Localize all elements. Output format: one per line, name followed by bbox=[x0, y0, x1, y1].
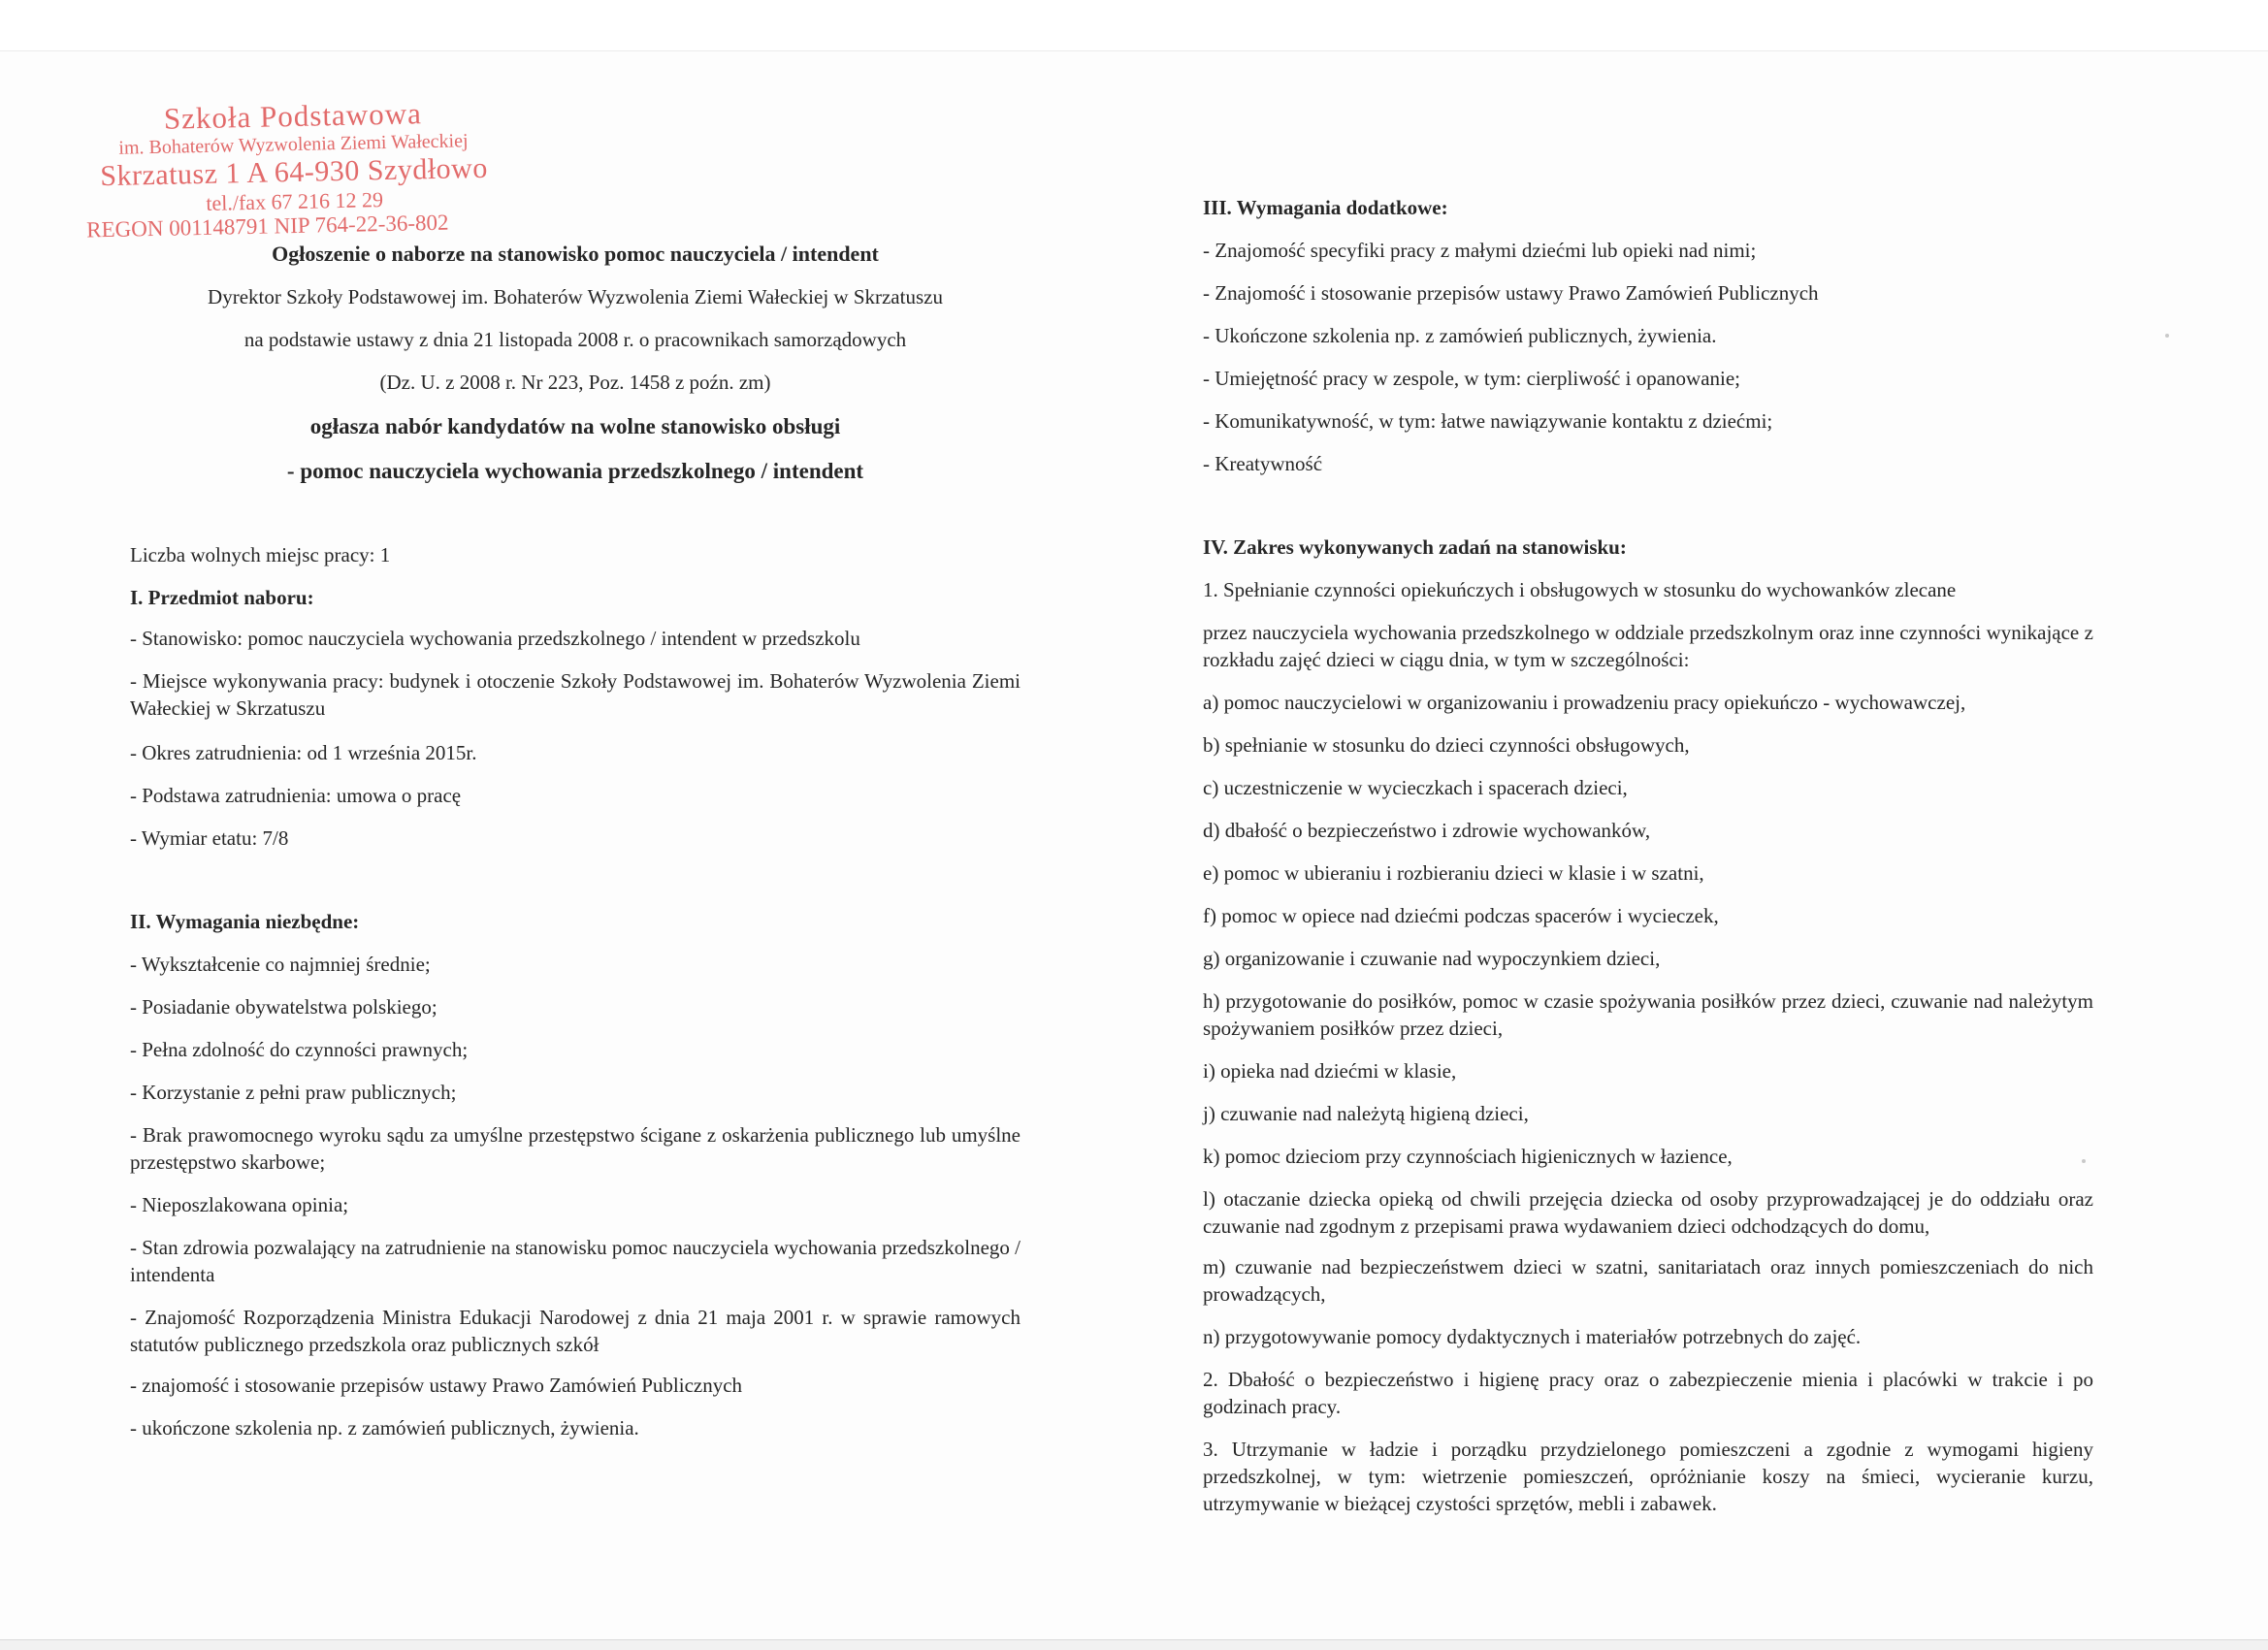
list-item: - Wymiar etatu: 7/8 bbox=[130, 826, 289, 850]
list-item: - Znajomość i stosowanie przepisów ustawy Prawo Zamówień Publicznych bbox=[1203, 281, 1819, 305]
list-item: - Brak prawomocnego wyroku sądu za umyślne przestępstwo ścigane z oskarżenia publicznego lub umyślne przestępstwo skarbowe; bbox=[130, 1123, 1021, 1174]
section-heading: IV. Zakres wykonywanych zadań na stanowisku: bbox=[1203, 535, 1627, 559]
task-item: a) pomoc nauczycielowi w organizowaniu i prowadzeniu pracy opiekuńczo - wychowawczej, bbox=[1203, 691, 1966, 714]
task-item: f) pomoc w opiece nad dziećmi podczas spacerów i wycieczek, bbox=[1203, 904, 1719, 927]
task-item: k) pomoc dzieciom przy czynnościach higienicznych w łazience, bbox=[1203, 1145, 1733, 1168]
announcement-line: - pomoc nauczyciela wychowania przedszkolnego / intendent bbox=[286, 459, 864, 483]
stamp-line: tel./fax 67 216 12 29 bbox=[206, 187, 384, 216]
school-stamp bbox=[84, 95, 504, 244]
header-line: Dyrektor Szkoły Podstawowej im. Bohaterów Wyzwolenia Ziemi Wałeckiej w Skrzatuszu bbox=[208, 285, 943, 308]
stamp-line: im. Bohaterów Wyzwolenia Ziemi Wałeckiej bbox=[118, 129, 469, 159]
task-item: i) opieka nad dziećmi w klasie, bbox=[1203, 1059, 1457, 1083]
announcement-line: ogłasza nabór kandydatów na wolne stanowisko obsługi bbox=[309, 414, 841, 438]
list-item: - Nieposzlakowana opinia; bbox=[130, 1193, 349, 1216]
list-item: - ukończone szkolenia np. z zamówień publicznych, żywienia. bbox=[130, 1416, 639, 1440]
list-item: - Podstawa zatrudnienia: umowa o pracę bbox=[130, 784, 462, 807]
section-heading: II. Wymagania niezbędne: bbox=[130, 910, 360, 933]
task-item: j) czuwanie nad należytą higieną dzieci, bbox=[1203, 1102, 1529, 1125]
task-item: e) pomoc w ubieraniu i rozbieraniu dzieci w klasie i w szatni, bbox=[1203, 861, 1704, 885]
list-item: - Komunikatywność, w tym: łatwe nawiązywanie kontaktu z dziećmi; bbox=[1203, 409, 1773, 433]
task-item: n) przygotowywanie pomocy dydaktycznych i materiałów potrzebnych do zajęć. bbox=[1203, 1325, 1862, 1348]
task-item: d) dbałość o bezpieczeństwo i zdrowie wychowanków, bbox=[1203, 819, 1651, 842]
section-heading: I. Przedmiot naboru: bbox=[130, 586, 314, 609]
task-item: l) otaczanie dziecka opieką od chwili przejęcia dziecka od osoby przyprowadzającej je do oddziału oraz czuwanie nad zgodnym z przepisami prawa wydawaniem dzieci odchodzących do domu, bbox=[1203, 1187, 2093, 1238]
task-item: m) czuwanie nad bezpieczeństwem dzieci w szatni, sanitariatach oraz innych pomieszczeniach do nich prowadzących, bbox=[1203, 1255, 2093, 1306]
list-item: - Stan zdrowia pozwalający na zatrudnienie na stanowisku pomoc nauczyciela wychowania przedszkolnego / intendenta bbox=[130, 1236, 1021, 1286]
task-item: h) przygotowanie do posiłków, pomoc w czasie spożywania posiłków przez dzieci, czuwanie nad należytym spożywaniem posiłków przez dzieci, bbox=[1203, 989, 2093, 1040]
list-item: - Okres zatrudnienia: od 1 września 2015r. bbox=[130, 741, 477, 764]
task-item: b) spełnianie w stosunku do dzieci czynności obsługowych, bbox=[1203, 733, 1690, 757]
document-title: Ogłoszenie o naborze na stanowisko pomoc nauczyciela / intendent bbox=[272, 242, 879, 266]
scan-top-edge bbox=[0, 0, 2268, 51]
list-item: - Posiadanie obywatelstwa polskiego; bbox=[130, 995, 437, 1019]
list-item: - Ukończone szkolenia np. z zamówień publicznych, żywienia. bbox=[1203, 324, 1717, 347]
task-intro: przez nauczyciela wychowania przedszkolnego w oddziale przedszkolnym oraz inne czynności wynikające z rozkładu zajęć dzieci w ciągu dnia, w tym w szczególności: bbox=[1203, 621, 2093, 671]
task-point: 3. Utrzymanie w ładzie i porządku przydzielonego pomieszczeni a zgodnie z wymogami higieny przedszkolnej, w tym: wietrzenie pomieszczeń, opróżnianie koszy na śmieci, wycieranie kurzu, utrzymywanie w bieżącej czystości sprzętów, mebli i zabawek. bbox=[1203, 1438, 2093, 1515]
header-line: (Dz. U. z 2008 r. Nr 223, Poz. 1458 z poźn. zm) bbox=[379, 371, 771, 394]
list-item: - Kreatywność bbox=[1203, 452, 1323, 475]
list-item: - Wykształcenie co najmniej średnie; bbox=[130, 953, 431, 976]
task-item: c) uczestniczenie w wycieczkach i spacerach dzieci, bbox=[1203, 776, 1628, 799]
list-item: - Znajomość specyfiki pracy z małymi dziećmi lub opieki nad nimi; bbox=[1203, 239, 1757, 262]
list-item: - Umiejętność pracy w zespole, w tym: cierpliwość i opanowanie; bbox=[1203, 367, 1740, 390]
task-item: g) organizowanie i czuwanie nad wypoczynkiem dzieci, bbox=[1203, 947, 1661, 970]
list-item: - Pełna zdolność do czynności prawnych; bbox=[130, 1038, 469, 1061]
stamp-line: REGON 001148791 NIP 764-22-36-802 bbox=[86, 210, 449, 243]
section-heading: III. Wymagania dodatkowe: bbox=[1203, 196, 1448, 219]
stamp-line: Skrzatusz 1 A 64-930 Szydłowo bbox=[100, 151, 489, 192]
header-line: na podstawie ustawy z dnia 21 listopada 2008 r. o pracownikach samorządowych bbox=[243, 328, 907, 351]
list-item: - Stanowisko: pomoc nauczyciela wychowania przedszkolnego / intendent w przedszkolu bbox=[130, 627, 860, 650]
task-point: 2. Dbałość o bezpieczeństwo i higienę pracy oraz o zabezpieczenie mienia i placówki w trakcie i po godzinach pracy. bbox=[1203, 1368, 2093, 1418]
vacancies-count: Liczba wolnych miejsc pracy: 1 bbox=[130, 543, 391, 566]
scan-speck bbox=[2165, 334, 2169, 338]
scan-bottom-edge bbox=[0, 1639, 2268, 1650]
stamp-line: Szkoła Podstawowa bbox=[163, 96, 423, 136]
list-item: - Miejsce wykonywania pracy: budynek i otoczenie Szkoły Podstawowej im. Bohaterów Wyzwolenia Ziemi Wałeckiej w Skrzatuszu bbox=[130, 669, 1021, 720]
list-item: - Korzystanie z pełni praw publicznych; bbox=[130, 1081, 457, 1104]
task-intro: 1. Spełnianie czynności opiekuńczych i obsługowych w stosunku do wychowanków zlecane bbox=[1203, 578, 1957, 601]
list-item: - znajomość i stosowanie przepisów ustawy Prawo Zamówień Publicznych bbox=[130, 1374, 743, 1397]
list-item: - Znajomość Rozporządzenia Ministra Edukacji Narodowej z dnia 21 maja 2001 r. w sprawie ramowych statutów publicznego przedszkola oraz publicznych szkół bbox=[130, 1306, 1021, 1356]
